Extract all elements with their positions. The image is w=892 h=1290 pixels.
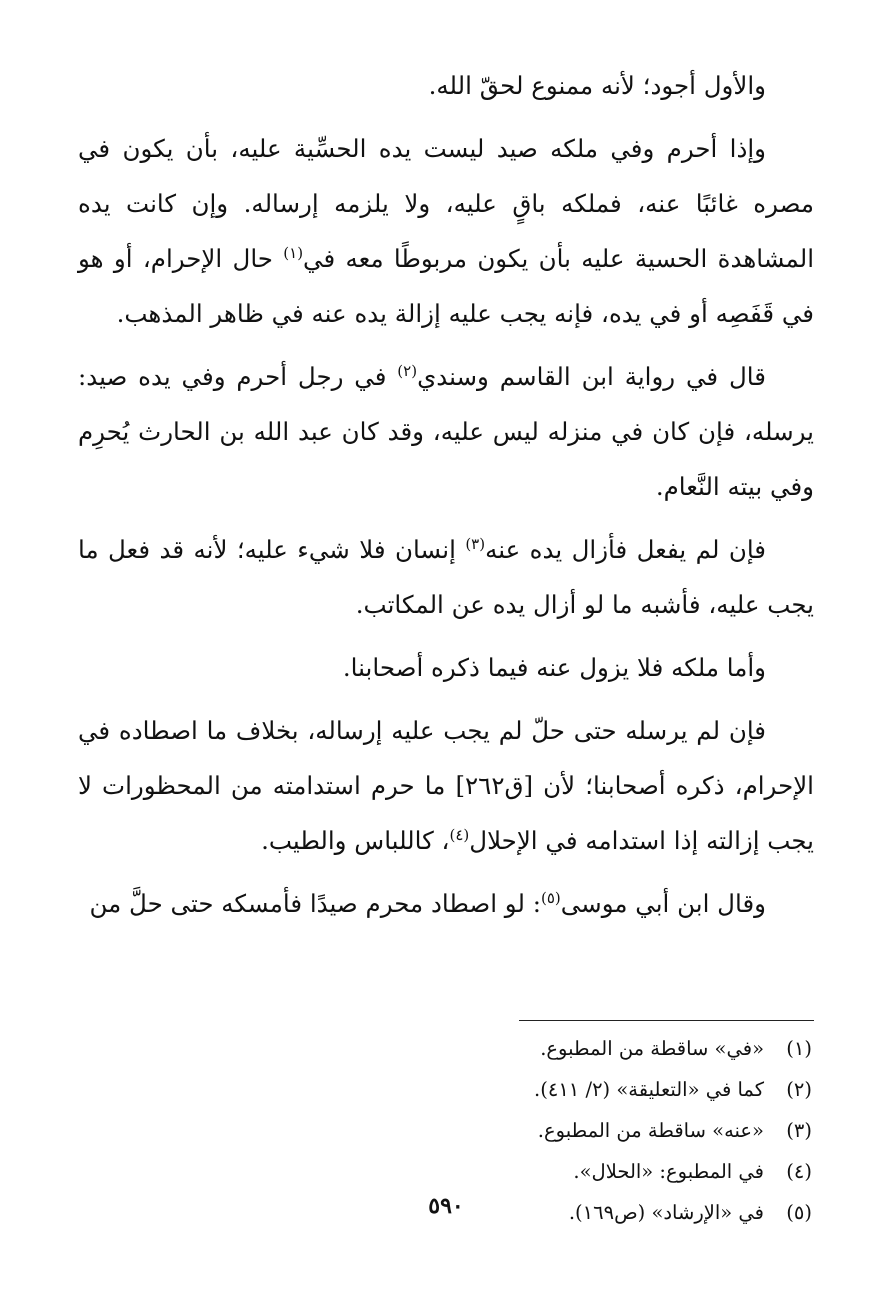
footnote-number: (٤): [786, 1160, 812, 1183]
footnote-item: [78, 1028, 814, 1069]
paragraph-text: في رجل أحرم وفي يده صيد: يرسله، فإن كان في منزله ليس عليه، وقد كان عبد الله بن الحارث يُحرِم وفي بيته النَّعام.: [78, 362, 814, 501]
footnote-number: (٥): [786, 1201, 812, 1224]
body-paragraph: [78, 640, 814, 695]
body-paragraph: [78, 121, 814, 341]
footnote-text: في المطبوع: «الحلال».: [573, 1160, 764, 1183]
body-paragraph: [78, 876, 814, 931]
footnote-number: (١): [786, 1037, 812, 1060]
paragraph-text: وإذا أحرم وفي ملكه صيد ليست يده الحسِّية عليه، بأن يكون في مصره غائبًا عنه، فملكه باقٍ عليه، ولا يلزمه إرساله. وإن كانت يده المشاهدة الحسية عليه بأن يكون مربوطًا معه في: [78, 134, 814, 273]
paragraph-text: حال الإحرام، أو هو في قَفَصِه أو في يده، فإنه يجب عليه إزالة يده عنه في ظاهر المذهب.: [78, 244, 814, 328]
footnote-reference: (٤): [449, 825, 470, 844]
paragraph-text: : لو اصطاد محرم صيدًا فأمسكه حتى حلَّ من: [89, 889, 541, 918]
footnote-text: في «الإرشاد» (ص١٦٩).: [568, 1201, 764, 1224]
footnote-text: كما في «التعليقة» (٢/ ٤١١).: [534, 1078, 764, 1101]
footnote-number: (٣): [786, 1119, 812, 1142]
footnote-text: «عنه» ساقطة من المطبوع.: [537, 1119, 764, 1142]
footnote-number: (٢): [786, 1078, 812, 1101]
main-text: [78, 58, 814, 931]
body-paragraph: [78, 58, 814, 113]
footnote-text: «في» ساقطة من المطبوع.: [540, 1037, 764, 1060]
paragraph-text: وقال ابن أبي موسى: [560, 889, 766, 918]
body-paragraph: [78, 522, 814, 632]
body-paragraph: [78, 703, 814, 868]
paragraph-text: وأما ملكه فلا يزول عنه فيما ذكره أصحابنا.: [342, 653, 766, 682]
paragraph-text: والأول أجود؛ لأنه ممنوع لحقّ الله.: [428, 71, 766, 100]
footnote-item: [78, 1110, 814, 1151]
footnote-item: [78, 1151, 814, 1192]
paragraph-text: إنسان فلا شيء عليه؛ لأنه قد فعل ما يجب عليه، فأشبه ما لو أزال يده عن المكاتب.: [78, 535, 814, 619]
paragraph-text: قال في رواية ابن القاسم وسندي: [417, 362, 766, 391]
paragraph-text: فإن لم يفعل فأزال يده عنه: [485, 535, 766, 564]
paragraph-text: فإن لم يرسله حتى حلّ لم يجب عليه إرساله، بخلاف ما اصطاده في الإحرام، ذكره أصحابنا؛ لأن [ق٢٦٢] ما حرم استدامته من المحظورات لا يجب إزالته إذا استدامه في الإحلال: [78, 716, 814, 855]
body-paragraph: [78, 349, 814, 514]
footnote-item: [78, 1069, 814, 1110]
book-page: [78, 58, 814, 1290]
page-number: ٥٩٠: [428, 1193, 464, 1219]
footnote-reference: (٥): [540, 888, 561, 907]
footnote-reference: (١): [283, 243, 304, 262]
footnote-divider: [519, 1020, 814, 1021]
footnote-reference: (٢): [397, 361, 418, 380]
footnote-reference: (٣): [465, 534, 486, 553]
paragraph-text: ، كاللباس والطيب.: [261, 826, 450, 855]
